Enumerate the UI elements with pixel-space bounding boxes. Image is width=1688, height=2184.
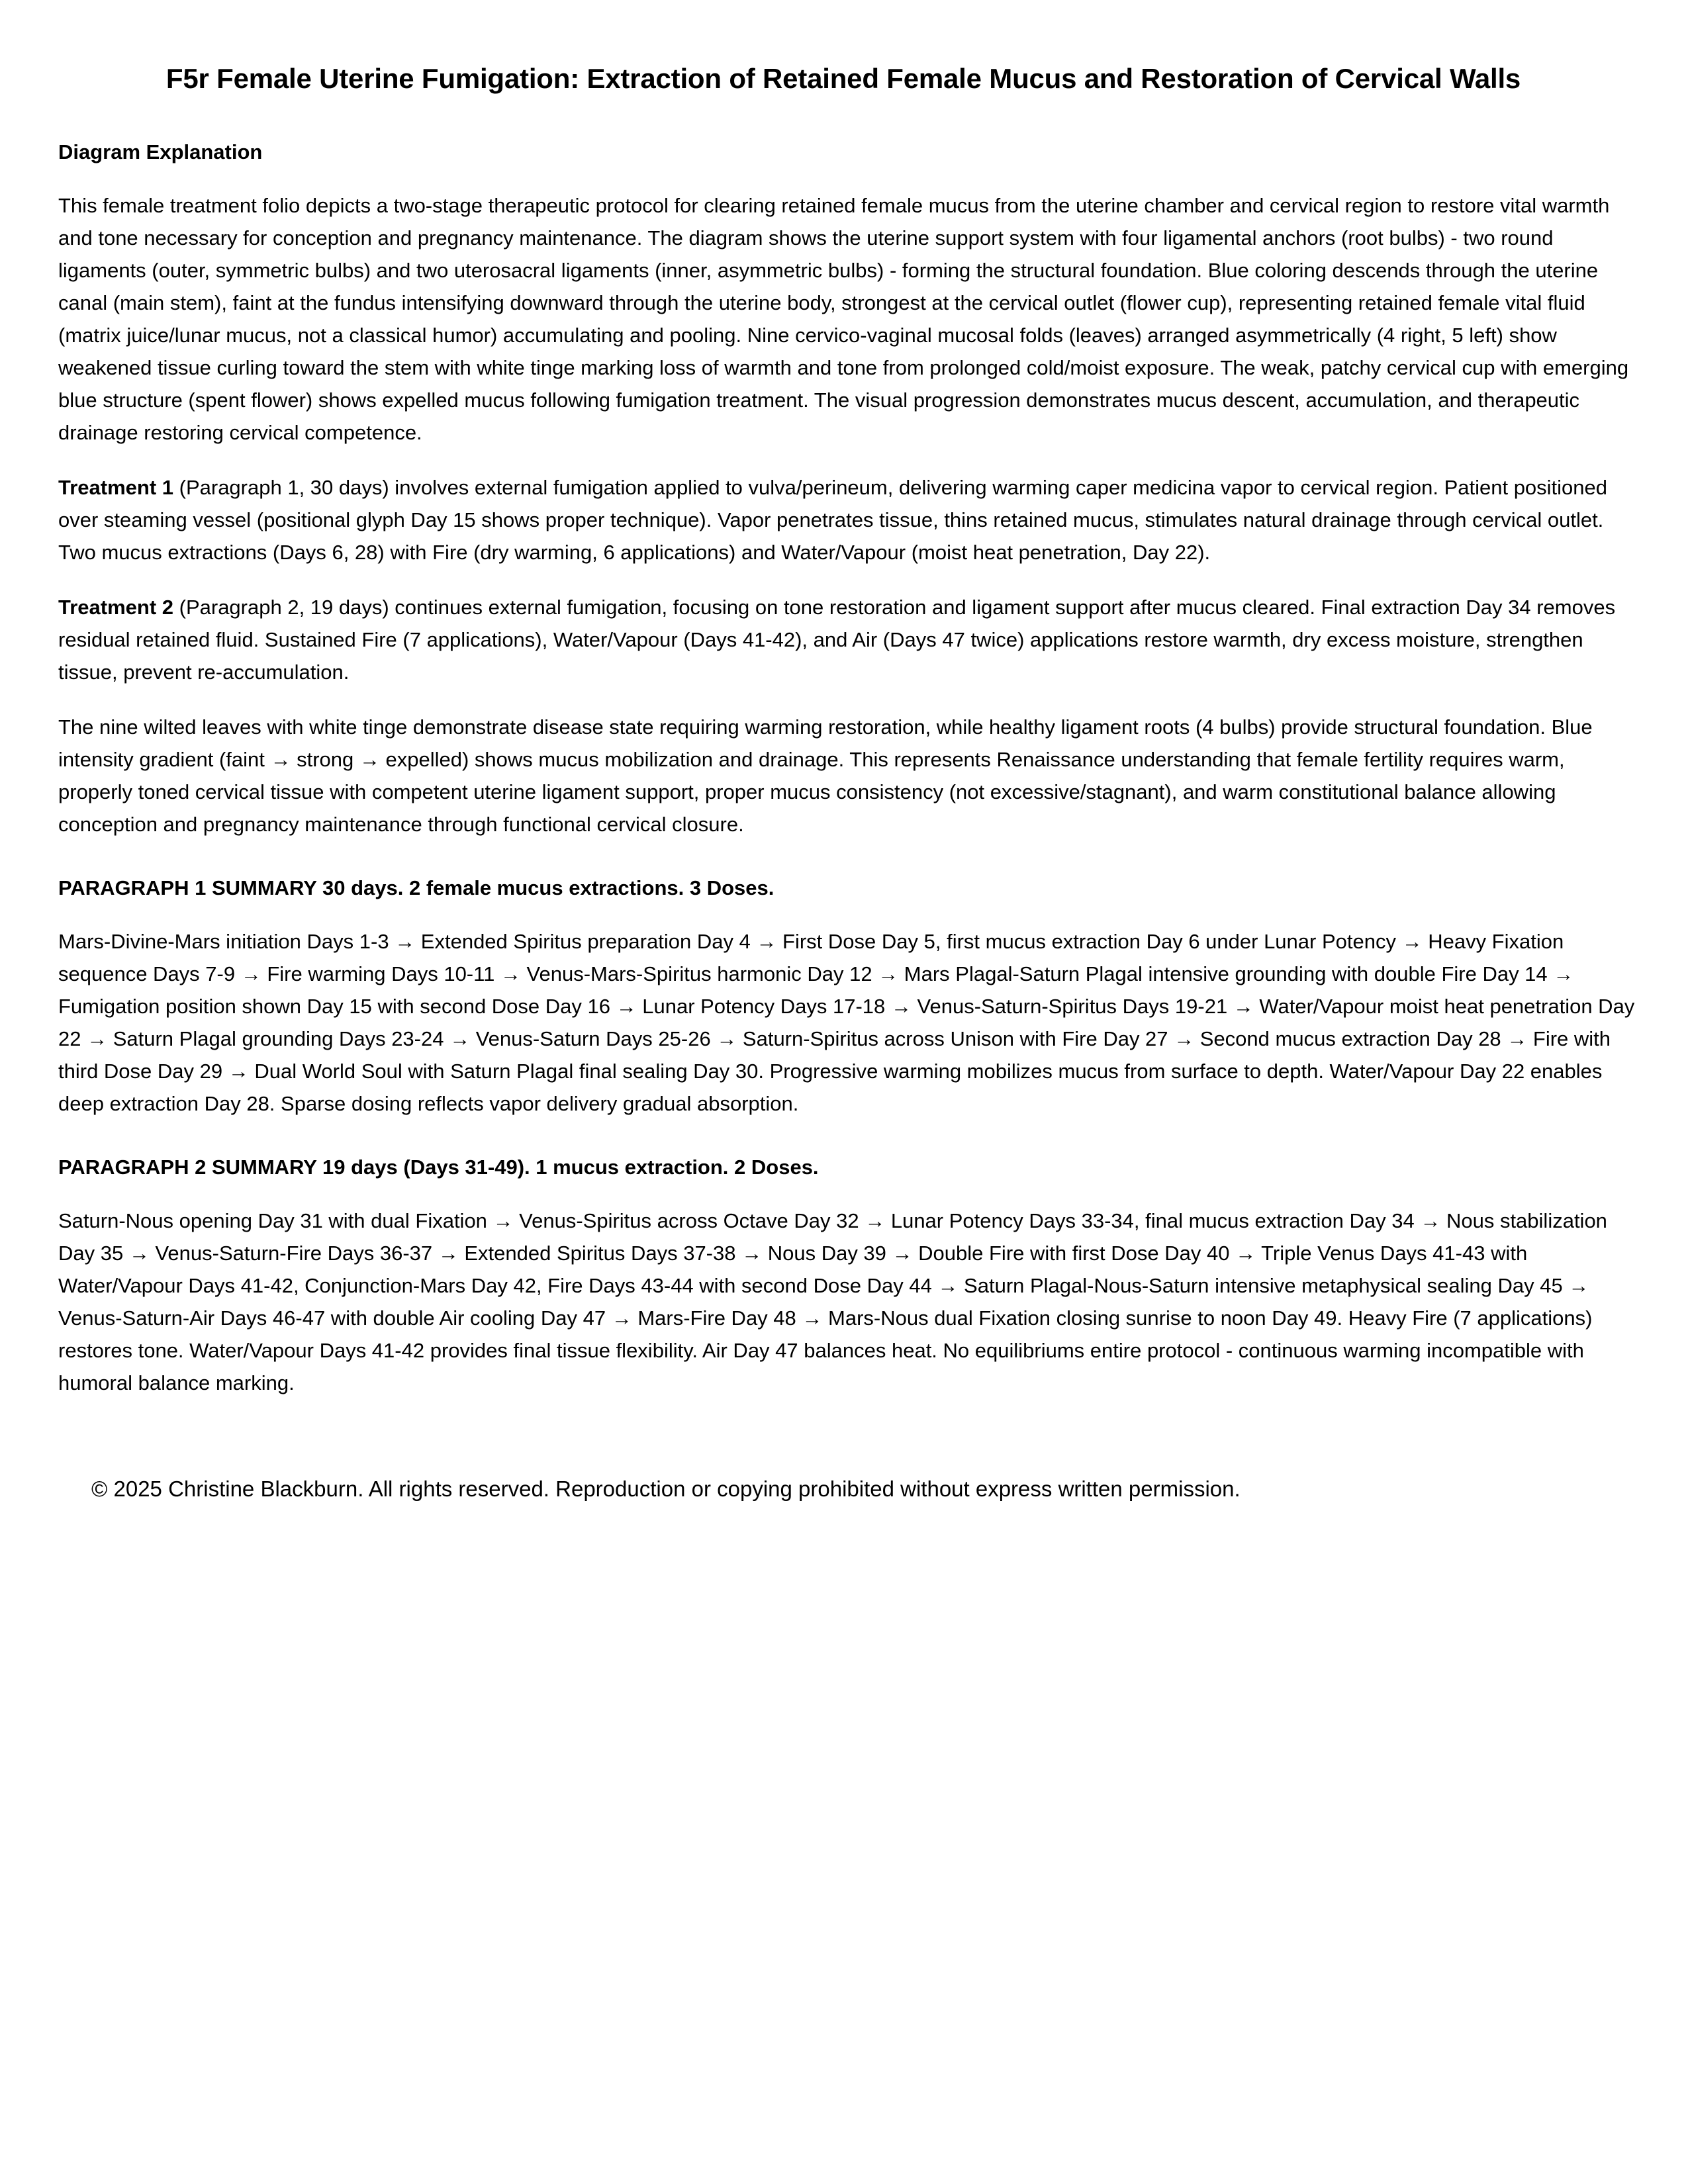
- treatment-2-body: (Paragraph 2, 19 days) continues external fumigation, focusing on tone restoration and ligament support after mucus cleared. Final extraction Day 34 removes residual retained fluid. Sustained Fire (7 applications), Water/Vapour (Days 41-42), and Air (Days 47 twice) applications restore warmth, dry excess moisture, strengthen tissue, prevent re-accumulation.: [58, 595, 1616, 684]
- paragraph-interpretation: The nine wilted leaves with white tinge demonstrate disease state requiring warming restoration, while healthy ligament roots (4 bulbs) provide structural foundation. Blue intensity gradient (faint → strong → expelled) shows mucus mobilization and drainage. This represents Renaissance understanding that female fertility requires warm, properly toned cervical tissue with competent uterine ligament support, proper mucus consistency (not excessive/stagnant), and warm constitutional balance allowing conception and pregnancy maintenance through functional cervical closure.: [58, 715, 1593, 836]
- page-title: F5r Female Uterine Fumigation: Extraction of Retained Female Mucus and Restoration of Cervical Walls: [165, 63, 1521, 94]
- treatment-1-body: (Paragraph 1, 30 days) involves external fumigation applied to vulva/perineum, delivering warming caper medicina vapor to cervical region. Patient positioned over steaming vessel (positional glyph Day 15 shows proper technique). Vapor penetrates tissue, thins retained mucus, stimulates natural drainage through cervical outlet. Two mucus extractions (Days 6, 28) with Fire (dry warming, 6 applications) and Water/Vapour (moist heat penetration, Day 22).: [58, 475, 1608, 564]
- paragraph-2-sequence: Saturn-Nous opening Day 31 with dual Fixation → Venus-Spiritus across Octave Day 32 → Lunar Potency Days 33-34, final mucus extraction Day 34 → Nous stabilization Day 35 → Venus-Saturn-Fire Days 36-37 → Extended Spiritus Days 37-38 → Nous Day 39 → Double Fire with first Dose Day 40 → Triple Venus Days 41-43 with Water/Vapour Days 41-42, Conjunction-Mars Day 42, Fire Days 43-44 with second Dose Day 44 → Saturn Plagal-Nous-Saturn intensive metaphysical sealing Day 45 → Venus-Saturn-Air Days 46-47 with double Air cooling Day 47 → Mars-Fire Day 48 → Mars-Nous dual Fixation closing sunrise to noon Day 49. Heavy Fire (7 applications) restores tone. Water/Vapour Days 41-42 provides final tissue flexibility. Air Day 47 balances heat. No equilibriums entire protocol - continuous warming incompatible with humoral balance marking.: [58, 1209, 1607, 1395]
- paragraph-1-sequence: Mars-Divine-Mars initiation Days 1-3 → Extended Spiritus preparation Day 4 → First Dose Day 5, first mucus extraction Day 6 under Lunar Potency → Heavy Fixation sequence Days 7-9 → Fire warming Days 10-11 → Venus-Mars-Spiritus harmonic Day 12 → Mars Plagal-Saturn Plagal intensive grounding with double Fire Day 14 → Fumigation position shown Day 15 with second Dose Day 16 → Lunar Potency Days 17-18 → Venus-Saturn-Spiritus Days 19-21 → Water/Vapour moist heat penetration Day 22 → Saturn Plagal grounding Days 23-24 → Venus-Saturn Days 25-26 → Saturn-Spiritus across Unison with Fire Day 27 → Second mucus extraction Day 28 → Fire with third Dose Day 29 → Dual World Soul with Saturn Plagal final sealing Day 30. Progressive warming mobilizes mucus from surface to depth. Water/Vapour Day 22 enables deep extraction Day 28. Sparse dosing reflects vapor delivery gradual absorption.: [58, 930, 1635, 1115]
- paragraph-1-summary-heading: PARAGRAPH 1 SUMMARY 30 days. 2 female mucus extractions. 3 Doses.: [58, 876, 774, 899]
- section-heading-diagram-explanation: Diagram Explanation: [58, 140, 263, 163]
- treatment-2-label: Treatment 2: [58, 595, 174, 619]
- paragraph-overview: This female treatment folio depicts a two-stage therapeutic protocol for clearing retained female mucus from the uterine chamber and cervical region to restore vital warmth and tone necessary for conception and pregnancy maintenance. The diagram shows the uterine support system with four ligamental anchors (root bulbs) - two round ligaments (outer, symmetric bulbs) and two uterosacral ligaments (inner, asymmetric bulbs) - forming the structural foundation. Blue coloring descends through the uterine canal (main stem), faint at the fundus intensifying downward through the uterine body, strongest at the cervical outlet (flower cup), representing retained female vital fluid (matrix juice/lunar mucus, not a classical humor) accumulating and pooling. Nine cervico-vaginal mucosal folds (leaves) arranged asymmetrically (4 right, 5 left) show weakened tissue curling toward the stem with white tinge marking loss of warmth and tone from prolonged cold/moist exposure. The weak, patchy cervical cup with emerging blue structure (spent flower) shows expelled mucus following fumigation treatment. The visual progression demonstrates mucus descent, accumulation, and therapeutic drainage restoring cervical competence.: [58, 194, 1629, 444]
- treatment-1-label: Treatment 1: [58, 475, 174, 499]
- paragraph-2-summary-heading: PARAGRAPH 2 SUMMARY 19 days (Days 31-49). 1 mucus extraction. 2 Doses.: [58, 1155, 819, 1179]
- copyright-notice: © 2025 Christine Blackburn. All rights reserved. Reproduction or copying prohibited without express written permission.: [91, 1477, 1241, 1502]
- paragraph-treatment-2: [58, 592, 1635, 689]
- paragraph-treatment-1: [58, 472, 1635, 569]
